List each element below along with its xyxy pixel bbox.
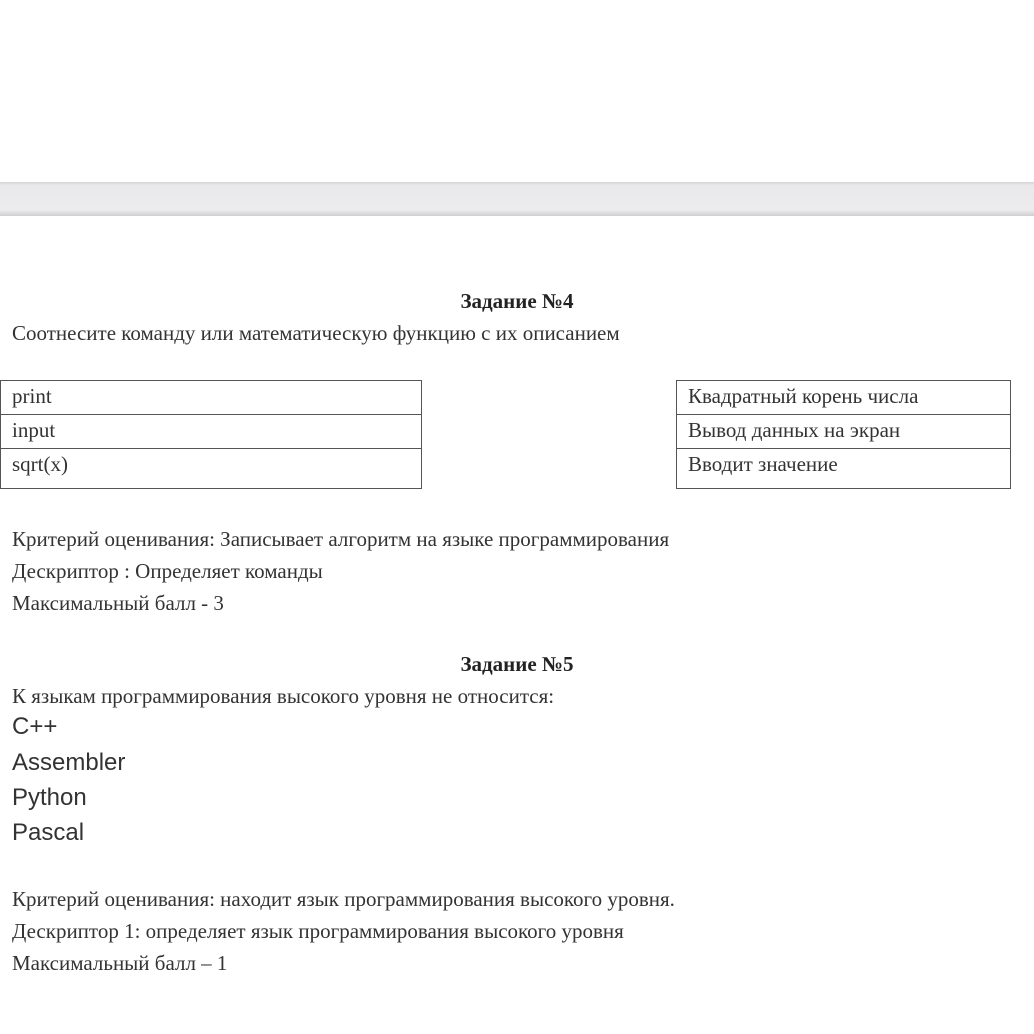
command-cell: sqrt(x)	[1, 449, 422, 489]
table-row	[677, 381, 1011, 415]
task4-instruction: Соотнесите команду или математическую функцию с их описанием	[12, 321, 620, 345]
commands-table	[0, 380, 422, 489]
option-python: Python	[12, 784, 87, 811]
option-cpp: C++	[12, 713, 58, 740]
task4-title: Задание №4	[460, 289, 574, 313]
command-cell: input	[1, 415, 422, 449]
task4-criterion: Критерий оценивания: Записывает алгоритм на языке программирования	[12, 527, 670, 551]
command-cell: print	[1, 381, 422, 415]
task5-max-score: Максимальный балл – 1	[12, 951, 228, 975]
task5-criterion: Критерий оценивания: находит язык программирования высокого уровня.	[12, 887, 675, 911]
table-row	[1, 449, 422, 489]
table-row	[677, 415, 1011, 449]
description-cell: Квадратный корень числа	[677, 381, 1011, 415]
description-cell: Вывод данных на экран	[677, 415, 1011, 449]
task5-descriptor: Дескриптор 1: определяет язык программирования высокого уровня	[12, 919, 624, 943]
task5-title: Задание №5	[460, 652, 574, 676]
descriptions-table	[676, 380, 1011, 489]
option-assembler: Assembler	[12, 749, 126, 776]
option-pascal: Pascal	[12, 819, 85, 846]
page-break	[0, 182, 1034, 216]
table-row	[677, 449, 1011, 489]
task5-question: К языкам программирования высокого уровня не относится:	[12, 684, 555, 708]
table-row	[1, 415, 422, 449]
task4-descriptor: Дескриптор : Определяет команды	[12, 559, 323, 583]
description-cell: Вводит значение	[677, 449, 1011, 489]
task4-max-score: Максимальный балл - 3	[12, 591, 224, 615]
table-row	[1, 381, 422, 415]
